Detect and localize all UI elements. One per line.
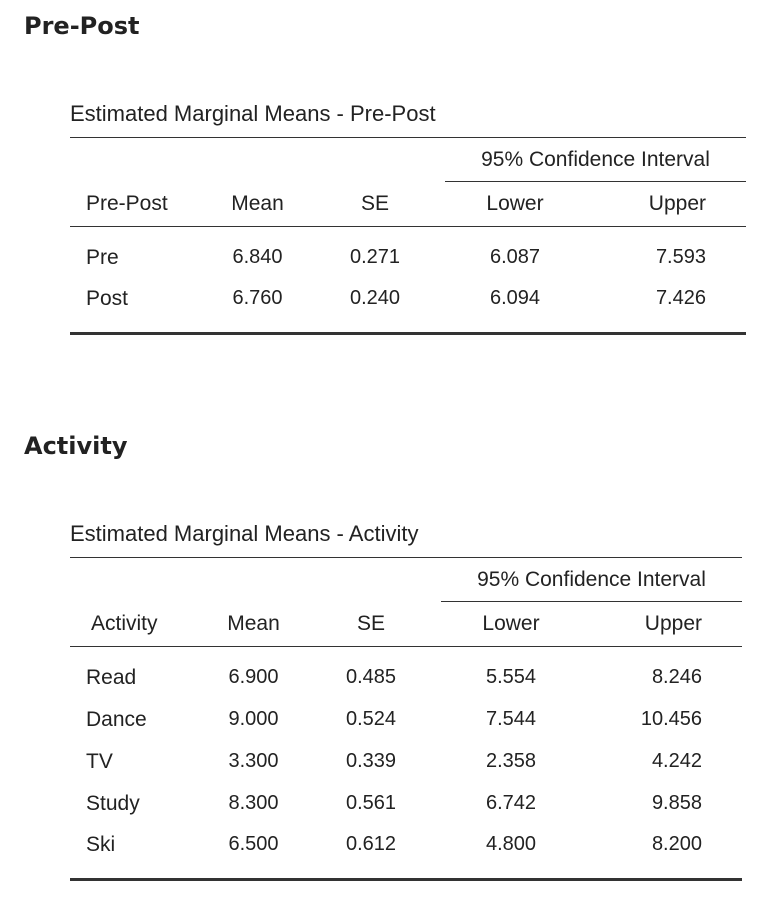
cell-level: Ski	[70, 825, 206, 880]
column-header-level: Activity	[70, 602, 206, 647]
cell-level: Read	[86, 665, 137, 689]
cell-upper: 10.456	[640, 708, 702, 730]
cell-se: 0.339	[345, 750, 397, 772]
cell-lower: 6.094	[445, 279, 585, 334]
table-row	[70, 647, 742, 699]
table-row	[70, 279, 746, 334]
cell-upper: 9.858	[651, 792, 702, 814]
cell-se: 0.612	[301, 825, 441, 880]
cell-se: 0.271	[349, 246, 401, 269]
column-header-upper: Upper	[581, 602, 742, 647]
ci-header: 95% Confidence Interval	[441, 558, 742, 602]
cell-se: 0.524	[345, 708, 397, 730]
cell-se: 0.485	[345, 666, 397, 689]
cell-lower: 5.554	[485, 666, 537, 689]
table-row	[70, 741, 742, 783]
header-group-row	[70, 558, 742, 602]
cell-upper: 7.593	[655, 246, 706, 269]
cell-level: Study	[86, 791, 140, 815]
section-heading-activity: Activity	[24, 432, 128, 460]
section-heading-pre-post: Pre-Post	[24, 12, 140, 40]
cell-mean: 3.300	[228, 750, 279, 772]
cell-upper: 8.246	[651, 666, 702, 689]
cell-mean: 9.000	[228, 708, 279, 730]
cell-lower: 4.800	[441, 825, 581, 880]
header-row	[70, 182, 746, 227]
table-caption: Estimated Marginal Means - Pre-Post	[70, 101, 436, 126]
cell-upper: 4.242	[651, 750, 702, 772]
cell-mean: 8.300	[228, 792, 279, 814]
cell-upper: 7.426	[585, 279, 746, 334]
cell-level: Dance	[86, 707, 147, 731]
cell-se: 0.561	[345, 792, 397, 814]
header-group-row	[70, 138, 746, 182]
cell-level: Post	[70, 279, 210, 334]
cell-lower: 6.742	[485, 792, 537, 814]
cell-mean: 6.840	[232, 246, 283, 269]
column-header-se: SE	[305, 182, 445, 227]
header-row	[70, 602, 742, 647]
cell-upper: 8.200	[581, 825, 742, 880]
column-header-upper: Upper	[585, 182, 746, 227]
cell-mean: 6.900	[228, 666, 279, 689]
header-spacer	[70, 138, 445, 182]
table-row	[70, 699, 742, 741]
header-spacer	[70, 558, 441, 602]
column-header-lower: Lower	[441, 602, 581, 647]
cell-level: TV	[86, 749, 113, 773]
emm-table-activity	[70, 521, 742, 881]
table-row	[70, 783, 742, 825]
cell-lower: 2.358	[485, 750, 537, 772]
cell-level: Pre	[86, 245, 119, 269]
cell-mean: 6.500	[206, 825, 301, 880]
cell-mean: 6.760	[210, 279, 305, 334]
column-header-lower: Lower	[445, 182, 585, 227]
table-row	[70, 825, 742, 880]
column-header-mean: Mean	[210, 182, 305, 227]
emm-table-pre-post	[70, 101, 746, 335]
cell-lower: 6.087	[489, 246, 541, 269]
cell-se: 0.240	[305, 279, 445, 334]
column-header-level: Pre-Post	[70, 182, 210, 227]
ci-header: 95% Confidence Interval	[445, 138, 746, 182]
column-header-se: SE	[301, 602, 441, 647]
cell-lower: 7.544	[485, 708, 537, 730]
column-header-mean: Mean	[206, 602, 301, 647]
table-caption: Estimated Marginal Means - Activity	[70, 521, 419, 546]
table-row	[70, 227, 746, 279]
